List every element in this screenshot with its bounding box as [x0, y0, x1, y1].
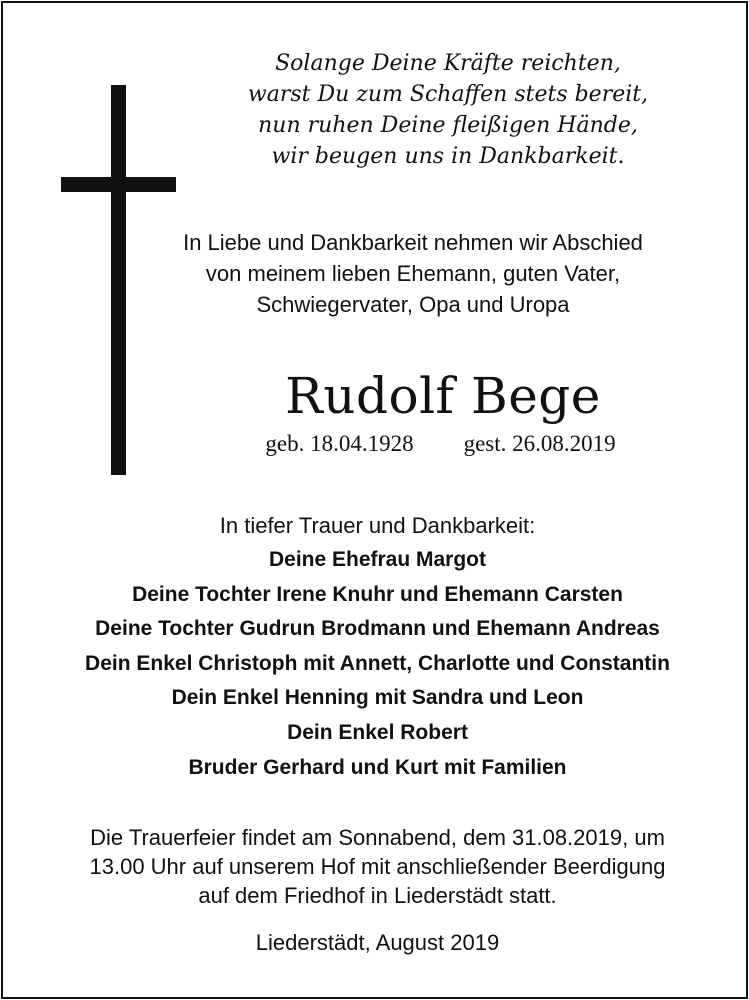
service-line: auf dem Friedhof in Liederstädt statt. — [198, 883, 557, 908]
mourner-line: Deine Tochter Gudrun Brodmann und Ehemann Andreas — [95, 617, 660, 641]
cross-horizontal-bar — [61, 177, 176, 192]
life-dates — [203, 428, 678, 460]
deceased-name: Rudolf Bege — [285, 367, 601, 425]
poem — [203, 48, 693, 172]
poem-line: wir beugen uns in Dankbarkeit. — [271, 144, 625, 169]
birth-date: geb. 18.04.1928 — [265, 431, 414, 456]
poem-line: warst Du zum Schaffen stets bereit, — [247, 82, 649, 107]
service-line: 13.00 Uhr auf unserem Hof mit anschließender Beerdigung — [89, 854, 666, 879]
mourner-line: Bruder Gerhard und Kurt mit Familien — [188, 755, 567, 779]
mourners-list — [3, 543, 749, 785]
farewell-intro — [163, 227, 663, 320]
intro-line: In Liebe und Dankbarkeit nehmen wir Abschied — [183, 230, 643, 255]
obituary-notice — [1, 1, 748, 999]
intro-line: Schwiegervater, Opa und Uropa — [256, 292, 570, 317]
place-and-date: Liederstädt, August 2019 — [255, 930, 500, 955]
mourner-line: Dein Enkel Christoph mit Annett, Charlotte und Constantin — [85, 651, 670, 675]
poem-line: Solange Deine Kräfte reichten, — [275, 51, 621, 76]
mourner-line: Dein Enkel Henning mit Sandra und Leon — [171, 686, 584, 710]
mourner-line: Dein Enkel Robert — [287, 720, 468, 744]
mourner-line: Deine Tochter Irene Knuhr und Ehemann Carsten — [132, 582, 623, 606]
mourner-line: Deine Ehefrau Margot — [268, 548, 487, 571]
mourning-heading: In tiefer Trauer und Dankbarkeit: — [219, 513, 536, 538]
service-line: Die Trauerfeier findet am Sonnabend, dem 31.08.2019, um — [90, 825, 665, 850]
poem-line: nun ruhen Deine fleißigen Hände, — [258, 113, 638, 138]
funeral-service-info — [3, 823, 749, 910]
intro-line: von meinem lieben Ehemann, guten Vater, — [205, 261, 621, 286]
death-date: gest. 26.08.2019 — [463, 431, 616, 456]
cross-vertical-bar — [111, 85, 126, 475]
